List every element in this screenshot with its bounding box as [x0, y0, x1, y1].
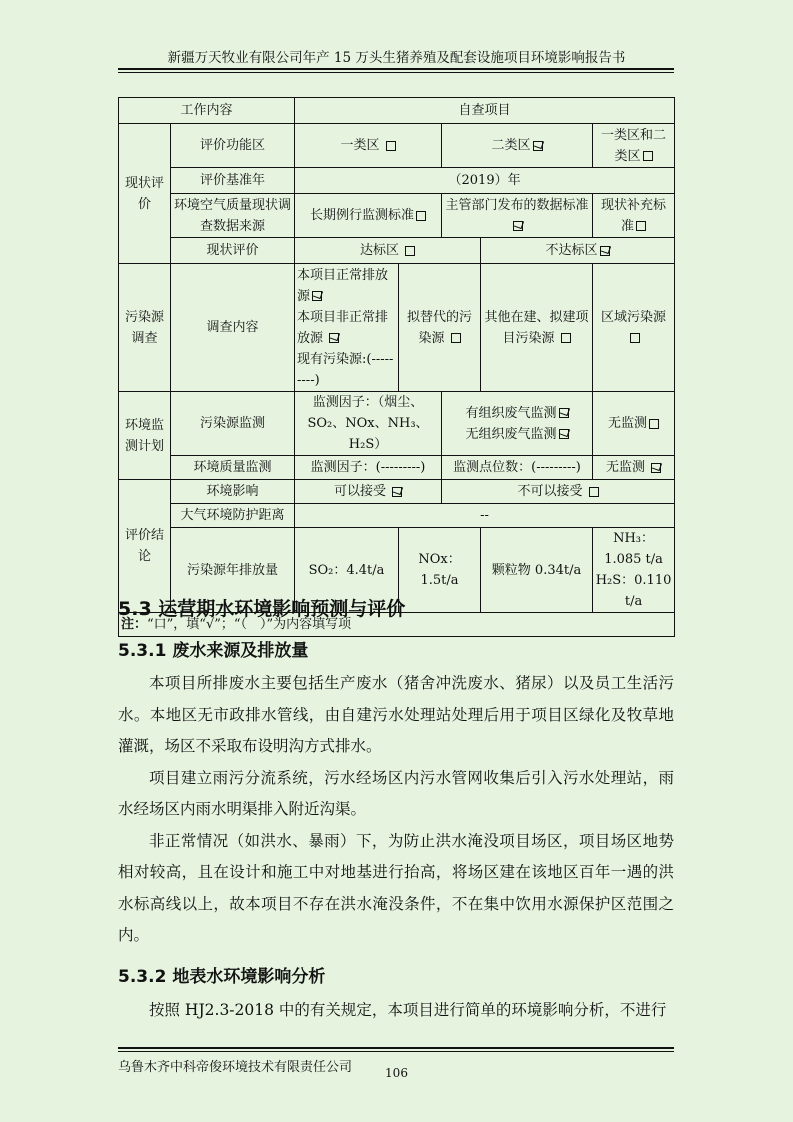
source-routine-option: 长期例行监测标准 — [295, 194, 442, 238]
data-source-label: 环境空气质量现状调查数据来源 — [171, 194, 295, 238]
meet-option: 达标区 — [295, 238, 481, 264]
checkbox-checked — [329, 333, 339, 343]
checkbox-empty — [561, 333, 571, 343]
regional-sources-option: 区域污染源 — [593, 264, 675, 392]
not-accept-option: 不可以接受 — [442, 480, 675, 504]
survey-content-label: 调查内容 — [171, 264, 295, 392]
impact-label: 环境影响 — [171, 480, 295, 504]
section-5-3-2-heading: 5.3.2 地表水环境影响分析 — [118, 967, 326, 987]
checkbox-empty — [649, 419, 659, 429]
footer-rule — [118, 1047, 674, 1049]
checkbox-empty — [416, 211, 426, 221]
emission-label: 污染源年排放量 — [171, 528, 295, 613]
header-rule — [118, 68, 674, 70]
zone2-option: 二类区 — [442, 124, 593, 168]
work-content-header: 工作内容 — [119, 98, 295, 124]
section-5-3-heading: 5.3 运营期水环境影响预测与评价 — [118, 598, 406, 620]
status-eval-label: 现状评价 — [119, 124, 171, 264]
quality-no-monitor-option: 无监测 — [593, 456, 675, 480]
project-sources-cell: 本项目正常排放源 本项目非正常排放源 现有污染源:(---------) — [295, 264, 399, 392]
replaced-sources-option: 拟替代的污染源 — [399, 264, 481, 392]
page-number: 106 — [385, 1066, 408, 1080]
section-5-3-1-body — [118, 668, 674, 952]
checkbox-checked — [513, 221, 523, 231]
monitor-factors: 监测因子：（烟尘、SO₂、NOx、NH₃、H₂S） — [295, 392, 442, 456]
checkbox-empty — [643, 151, 653, 161]
source-monitor-label: 污染源监测 — [171, 392, 295, 456]
checkbox-empty — [405, 246, 415, 256]
checkbox-checked — [600, 246, 610, 256]
checkbox-empty — [451, 333, 461, 343]
source-authority-option: 主管部门发布的数据标准 — [442, 194, 593, 238]
quality-points: 监测点位数：(---------) — [442, 456, 593, 480]
footer-company: 乌鲁木齐中科帝俊环境技术有限责任公司 — [118, 1060, 353, 1075]
self-check-header: 自查项目 — [295, 98, 675, 124]
distance-value: -- — [295, 504, 675, 528]
checkbox-checked — [559, 408, 569, 418]
checkbox-empty — [630, 333, 640, 343]
status-eval-sublabel: 现状评价 — [171, 238, 295, 264]
header-rule-thin — [118, 72, 674, 73]
monitoring-plan-label: 环境监测计划 — [119, 392, 171, 480]
paragraph: 非正常情况（如洪水、暴雨）下，为防止洪水淹没项目场区，项目场区地势相对较高，且在设计和施工中对地基进行抬高，将场区建在该地区百年一遇的洪水标高线以上，故本项目不存在洪水淹没条件，不在集中饮用水源保护区范围之内。 — [118, 831, 674, 944]
no-monitor-option: 无监测 — [593, 392, 675, 456]
paragraph: 按照 HJ2.3-2018 中的有关规定，本项目进行简单的环境影响分析，不进行 — [149, 1001, 667, 1019]
waste-gas-monitor-options: 有组织废气监测 无组织废气监测 — [442, 392, 593, 456]
nh3-h2s-emission: NH₃：1.085 t/a H₂S：0.110 t/a — [593, 528, 675, 613]
paragraph: 项目建立雨污分流系统，污水经场区内污水管网收集后引入污水处理站，雨水经场区内雨水明渠排入附近沟渠。 — [118, 768, 674, 818]
air-self-check-table — [118, 97, 675, 637]
zone1-option: 一类区 — [295, 124, 442, 168]
base-year-value: （2019）年 — [295, 168, 675, 194]
other-projects-option: 其他在建、拟建项目污染源 — [481, 264, 593, 392]
not-meet-option: 不达标区 — [481, 238, 675, 264]
distance-label: 大气环境防护距离 — [171, 504, 295, 528]
func-zone-label: 评价功能区 — [171, 124, 295, 168]
nox-emission: NOx：1.5t/a — [399, 528, 481, 613]
checkbox-checked — [651, 463, 661, 473]
checkbox-checked — [312, 291, 322, 301]
checkbox-checked — [533, 141, 543, 151]
checkbox-checked — [392, 487, 402, 497]
footer-rule-thin — [118, 1051, 674, 1052]
quality-factors: 监测因子：(---------) — [295, 456, 442, 480]
section-5-3-1-heading: 5.3.1 废水来源及排放量 — [118, 641, 309, 661]
section-5-3-2-body — [118, 995, 674, 1027]
pm-emission: 颗粒物 0.34t/a — [481, 528, 593, 613]
pollution-survey-label: 污染源调查 — [119, 264, 171, 392]
quality-monitor-label: 环境质量监测 — [171, 456, 295, 480]
so2-emission: SO₂：4.4t/a — [295, 528, 399, 613]
checkbox-empty — [386, 141, 396, 151]
page-header: 新疆万天牧业有限公司年产 15 万头生猪养殖及配套设施项目环境影响报告书 — [167, 50, 626, 66]
accept-option: 可以接受 — [295, 480, 442, 504]
checkbox-checked — [559, 429, 569, 439]
source-supplement-option: 现状补充标准 — [593, 194, 675, 238]
paragraph: 本项目所排废水主要包括生产废水（猪舍冲洗废水、猪尿）以及员工生活污水。本地区无市政排水管线，由自建污水处理站处理后用于项目区绿化及牧草地灌溉，场区不采取布设明沟方式排水。 — [118, 674, 674, 755]
base-year-label: 评价基准年 — [171, 168, 295, 194]
checkbox-empty — [636, 221, 646, 231]
checkbox-empty — [589, 487, 599, 497]
table-note: 注：“口”，填“√”；“（ ）”为内容填写项 — [119, 613, 675, 637]
conclusion-label: 评价结论 — [119, 480, 171, 613]
zone12-option: 一类区和二类区 — [593, 124, 675, 168]
